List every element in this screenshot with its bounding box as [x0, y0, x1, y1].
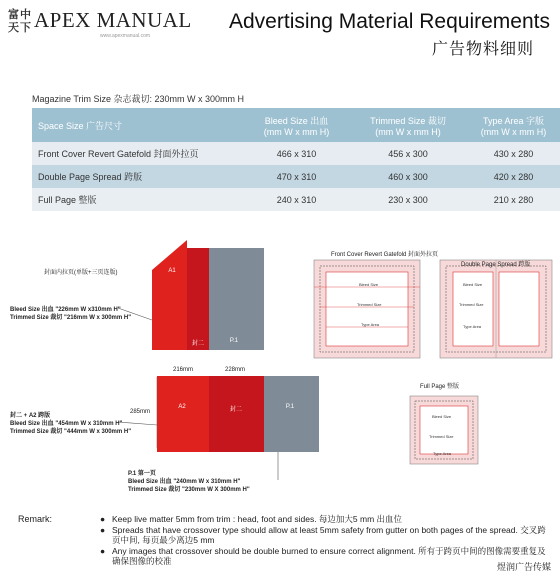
leader-line [118, 422, 157, 425]
remark-heading: Remark: [18, 514, 53, 524]
table-cell: 420 x 280 [467, 165, 560, 188]
gatefold-bleed-label: Bleed Size [359, 282, 379, 287]
fullpage-bleed-label: Bleed Size [432, 414, 452, 419]
table-cell: Full Page 整版 [32, 188, 244, 211]
table-cell: 470 x 310 [244, 165, 349, 188]
gatefold-title: Front Cover Revert Gatefold 封面外拉页 [331, 252, 439, 258]
remark-text: Keep live matter 5mm from trim : head, foot and sides. 每边加大5 mm 出血位 [112, 514, 403, 524]
diagram1-caption: 封面内拉页(单版+三页连版) [44, 270, 118, 276]
a2-panel [157, 376, 209, 452]
remark-text: Any images that crossover should be double burned to ensure correct alignment. 所有于跨页中间的图像需要重复及确保图像的校准 [112, 545, 546, 566]
spread-trimmed-label: Trimmed Size [459, 302, 484, 307]
table-cell: 240 x 310 [244, 188, 349, 211]
remark-text: Spreads that have crossover type should allow at least 5mm safety from gutter on both pages of the spread. 交叉跨页中间, 每页最少离边5 mm [112, 524, 546, 545]
page-title-cn: 广告物料细则 [432, 41, 535, 58]
table-header-cell: Bleed Size 出血 (mm W x mm H) [244, 108, 349, 142]
page-one-label-2: P.1 [285, 404, 295, 410]
page-one-panel [209, 248, 264, 350]
bullet-icon: ● [100, 545, 106, 556]
spread-type-label: Type Area [463, 324, 482, 329]
list-item [100, 546, 552, 567]
diagram2-trimmed: Trimmed Size 裁切 "444mm W x 300mm H" [10, 429, 132, 435]
table-header-row [32, 108, 560, 142]
remark-list [100, 514, 552, 567]
table-cell: 430 x 280 [467, 142, 560, 165]
diagram2-caption: 封二 + A2 跨版 [10, 413, 51, 419]
a1-label: A1 [168, 268, 176, 274]
gatefold-type-label: Type Area [361, 322, 380, 327]
table-cell: 230 x 300 [349, 188, 467, 211]
spec-table [32, 108, 560, 211]
footer-brand: 煜润广告传媒 [497, 562, 552, 572]
table-cell: 466 x 310 [244, 142, 349, 165]
diagram2-bleed: Bleed Size 出血 "454mm W x 310mm H" [10, 421, 123, 427]
inner-cover-label: 封二 [191, 341, 204, 347]
fullpage-title: Full Page 整版 [420, 384, 460, 390]
diagram1-trimmed: Trimmed Size 裁切 "216mm W x 300mm H" [10, 315, 132, 321]
dim-width-1: 216mm [173, 367, 194, 373]
logo-url: www.apexmanual.com [100, 33, 151, 39]
table-cell: Double Page Spread 跨版 [32, 165, 244, 188]
table-cell: 210 x 280 [467, 188, 560, 211]
table-header-cell: Type Area 字版 (mm W x mm H) [467, 108, 560, 142]
fullpage-type-label: Type Area [433, 451, 452, 456]
diagram3-bleed: Bleed Size 出血 "240mm W x 310mm H" [128, 479, 241, 485]
dim-height: 285mm [130, 409, 151, 415]
fullpage-trimmed-label: Trimmed Size [429, 434, 454, 439]
spread-title: Double Page Spread 跨版 [461, 262, 531, 268]
diagram3-trimmed: Trimmed Size 裁切 "230mm W X 300mm H" [128, 487, 250, 493]
page-title: Advertising Material Requirements [229, 10, 550, 33]
spread-bleed-label: Bleed Size [463, 282, 483, 287]
logo-mark: 富中天下 [8, 8, 32, 34]
table-cell: 460 x 300 [349, 165, 467, 188]
table-row [32, 165, 560, 188]
a2-label: A2 [178, 404, 186, 410]
a1-flap [152, 240, 187, 350]
table-row [32, 188, 560, 211]
bullet-icon: ● [100, 524, 106, 535]
inner-cover-panel [187, 248, 209, 350]
inner-cover-panel-2 [209, 376, 264, 452]
gatefold-trimmed-label: Trimmed Size [357, 302, 382, 307]
bullet-icon: ● [100, 514, 106, 524]
table-cell: 456 x 300 [349, 142, 467, 165]
table-row [32, 142, 560, 165]
inner-cover-label-2: 封二 [229, 407, 242, 413]
trim-size: Magazine Trim Size 杂志裁切: 230mm W x 300mm H [32, 94, 245, 104]
diagram1-bleed: Bleed Size 出血 "226mm W x310mm H" [10, 307, 121, 313]
table-header-cell: Trimmed Size 裁切 (mm W x mm H) [349, 108, 467, 142]
table-header-cell: Space Size 广告尺寸 [32, 108, 244, 142]
list-item [100, 525, 552, 546]
dim-width-2: 228mm [225, 367, 246, 373]
page-one-label: P.1 [229, 338, 239, 344]
diagram3-caption: P.1 第一页 [128, 471, 156, 477]
table-cell: Front Cover Revert Gatefold 封面外拉页 [32, 142, 244, 165]
spread-type-area-right [499, 272, 539, 346]
logo-text: APEX MANUAL [34, 8, 192, 32]
list-item [100, 514, 552, 525]
